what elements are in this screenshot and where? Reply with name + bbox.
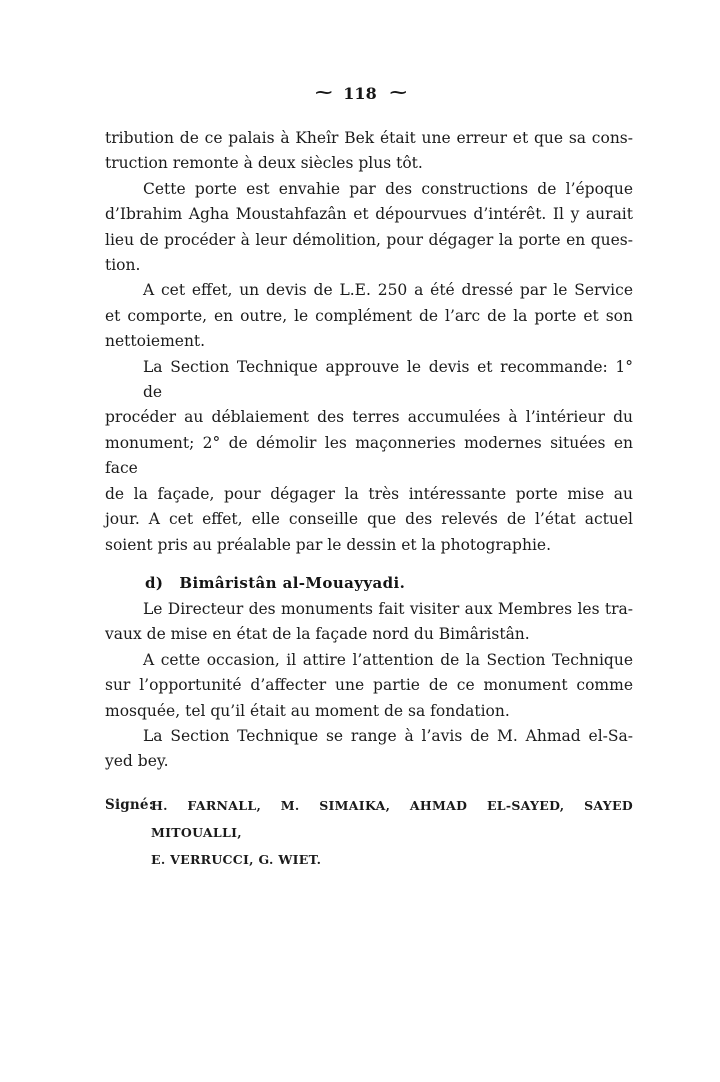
section-heading <box>145 571 633 596</box>
text-line: A cet effet, un devis de L.E. 250 a été dressé par le Service <box>143 281 633 300</box>
text-line: jour. A cet effet, elle conseille que des relevés de l’état actuel <box>105 510 633 529</box>
signature-line: H. FARNALL, M. SIMAIKA, AHMAD EL-SAYED, SAYED MITOUALLI, <box>151 797 633 840</box>
paragraph <box>105 177 633 279</box>
left-ornament: ⁓ <box>315 83 331 103</box>
text-line: de la façade, pour dégager la très intéressante porte mise au <box>105 484 633 503</box>
text-line: lieu de procéder à leur démolition, pour dégager la porte en ques- <box>105 230 633 249</box>
paragraph <box>105 724 633 775</box>
document-body <box>105 126 633 873</box>
text-line: mosquée, tel qu’il était au moment de sa fondation. <box>105 701 510 720</box>
page-header <box>0 84 720 104</box>
text-line: monument; 2° de démolir les maçonneries modernes situées en face <box>105 433 633 478</box>
paragraph <box>105 126 633 177</box>
signature-line: E. VERRUCCI, G. WIET. <box>151 851 322 867</box>
text-line: d’Ibrahim Agha Moustahfazân et dépourvues d’intérêt. Il y aurait <box>105 205 633 224</box>
paragraph <box>105 648 633 724</box>
text-line: tribution de ce palais à Kheîr Bek était une erreur et que sa cons- <box>105 129 633 147</box>
heading-label: d) <box>145 573 164 592</box>
text-line: truction remonte à deux siècles plus tôt. <box>105 154 423 173</box>
text-line: et comporte, en outre, le complément de l’arc de la porte et son <box>105 306 633 325</box>
text-line: soient pris au préalable par le dessin et la photographie. <box>105 535 552 554</box>
paragraph <box>105 597 633 648</box>
signature-label: Signé: <box>105 796 154 813</box>
text-line: procéder au déblaiement des terres accumulées à l’intérieur du <box>105 408 633 427</box>
text-line: La Section Technique approuve le devis et recommande: 1° de <box>143 357 633 402</box>
text-line: sur l’opportunité d’affecter une partie de ce monument comme <box>105 676 633 695</box>
text-line: nettoiement. <box>105 332 206 351</box>
heading-text: Bimâristân al-Mouayyadi. <box>179 573 406 592</box>
right-ornament: ⁓ <box>389 83 405 103</box>
signature-block <box>105 792 633 873</box>
text-line: vaux de mise en état de la façade nord du Bimâristân. <box>105 625 530 644</box>
text-line: Cette porte est envahie par des constructions de l’époque <box>143 179 633 198</box>
text-line: A cette occasion, il attire l’attention de la Section Technique <box>143 650 633 669</box>
text-line: La Section Technique se range à l’avis de M. Ahmad el-Sa- <box>143 726 633 745</box>
paragraph <box>105 278 633 354</box>
text-line: yed bey. <box>105 752 169 771</box>
paragraph <box>105 355 633 558</box>
page-number: 118 <box>343 84 377 103</box>
text-line: tion. <box>105 256 141 275</box>
text-line: Le Directeur des monuments fait visiter aux Membres les tra- <box>143 599 633 618</box>
